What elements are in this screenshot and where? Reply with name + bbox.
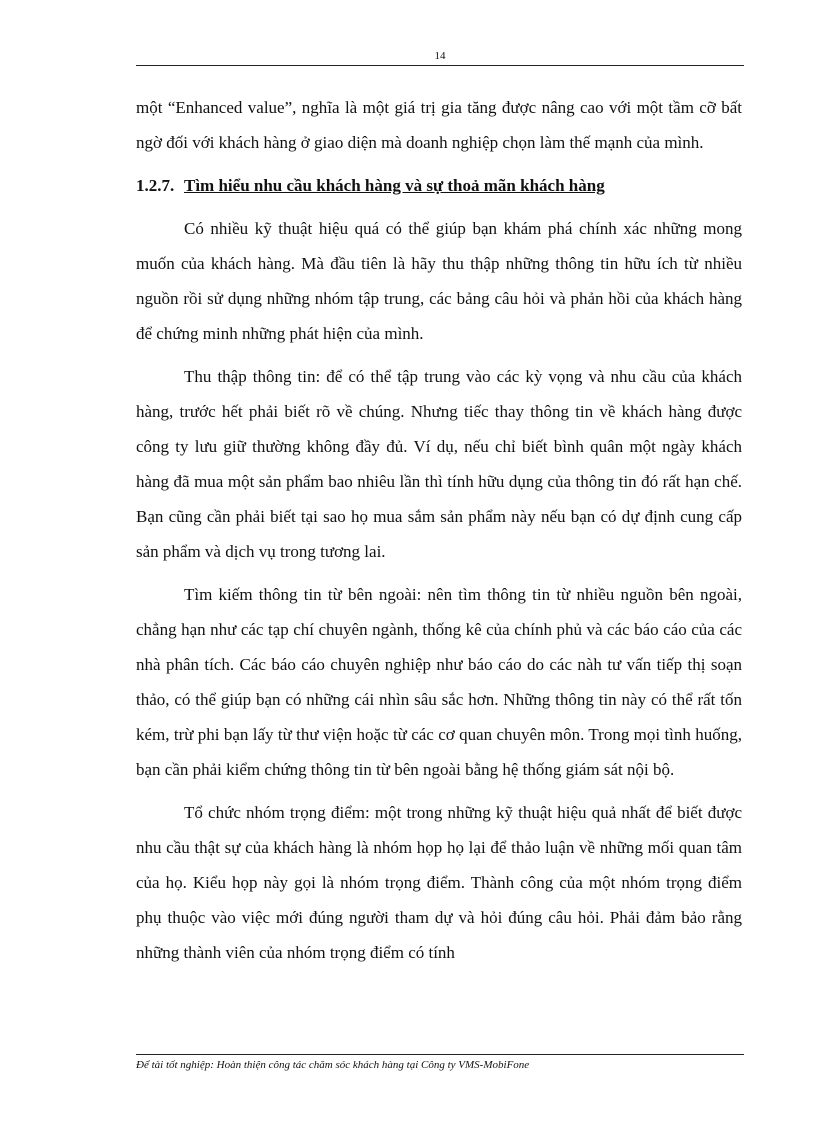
paragraph-external-info: Tìm kiếm thông tin từ bên ngoài: nên tìm thông tin từ nhiều nguồn bên ngoài, chẳng hạn như các tạp chí chuyên ngành, thống kê của chính phủ và các báo cáo của các nhà phân tích. Các báo cáo chuyên nghiệp như báo cáo do các nàh tư vấn tiếp thị soạn thảo, có thể giúp bạn có những cái nhìn sâu sắc hơn. Những thông tin này có thể rất tốn kém, trừ phi bạn lấy từ thư viện hoặc từ các cơ quan chuyên môn. Trong mọi tình huống, bạn cần phải kiểm chứng thông tin từ bên ngoài bằng hệ thống giám sát nội bộ. [136, 585, 742, 779]
page-number: 14 [434, 50, 446, 62]
section-heading [136, 168, 742, 203]
paragraph-focus-group: Tổ chức nhóm trọng điểm: một trong những kỹ thuật hiệu quả nhất để biết được nhu cầu thật sự của khách hàng là nhóm họp họ lại để thảo luận về những mối quan tâm của họ. Kiểu họp này gọi là nhóm trọng điểm. Thành công của một nhóm trọng điểm phụ thuộc vào việc mới đúng người tham dự và hỏi đúng câu hỏi. Phải đảm bảo rằng những thành viên của nhóm trọng điểm có tính [136, 803, 742, 962]
section-number: 1.2.7. [136, 176, 175, 195]
document-body [136, 90, 742, 970]
paragraph-collect-info: Thu thập thông tin: để có thể tập trung vào các kỳ vọng và nhu cầu của khách hàng, trước hết phải biết rõ về chúng. Nhưng tiếc thay thông tin về khách hàng được công ty lưu giữ thường không đầy đủ. Ví dụ, nếu chỉ biết bình quân một ngày khách hàng đã mua một sản phẩm bao nhiêu lần thì tính hữu dụng của thông tin đó rất hạn chế. Bạn cũng cần phải biết tại sao họ mua sắm sản phẩm này nếu bạn có dự định cung cấp sản phẩm và dịch vụ trong tương lai. [136, 367, 742, 561]
footer-rule [136, 1054, 744, 1055]
header-rule [136, 65, 744, 66]
paragraph-continuation: một “Enhanced value”, nghĩa là một giá trị gia tăng được nâng cao với một tầm cỡ bất ngờ đối với khách hàng ở giao diện mà doanh nghiệp chọn làm thế mạnh của mình. [136, 98, 742, 152]
section-title: Tìm hiểu nhu cầu khách hàng và sự thoả mãn khách hàng [184, 176, 605, 195]
paragraph-intro: Có nhiều kỹ thuật hiệu quá có thể giúp bạn khám phá chính xác những mong muốn của khách hàng. Mà đầu tiên là hãy thu thập những thông tin hữu ích từ nhiều nguồn rồi sử dụng những nhóm tập trung, các bảng câu hỏi và phản hồi của khách hàng để chứng minh những phát hiện của mình. [136, 219, 742, 343]
footer-text: Để tài tốt nghiệp: Hoàn thiện công tác chăm sóc khách hàng tại Công ty VMS-MobiFone [136, 1059, 530, 1071]
